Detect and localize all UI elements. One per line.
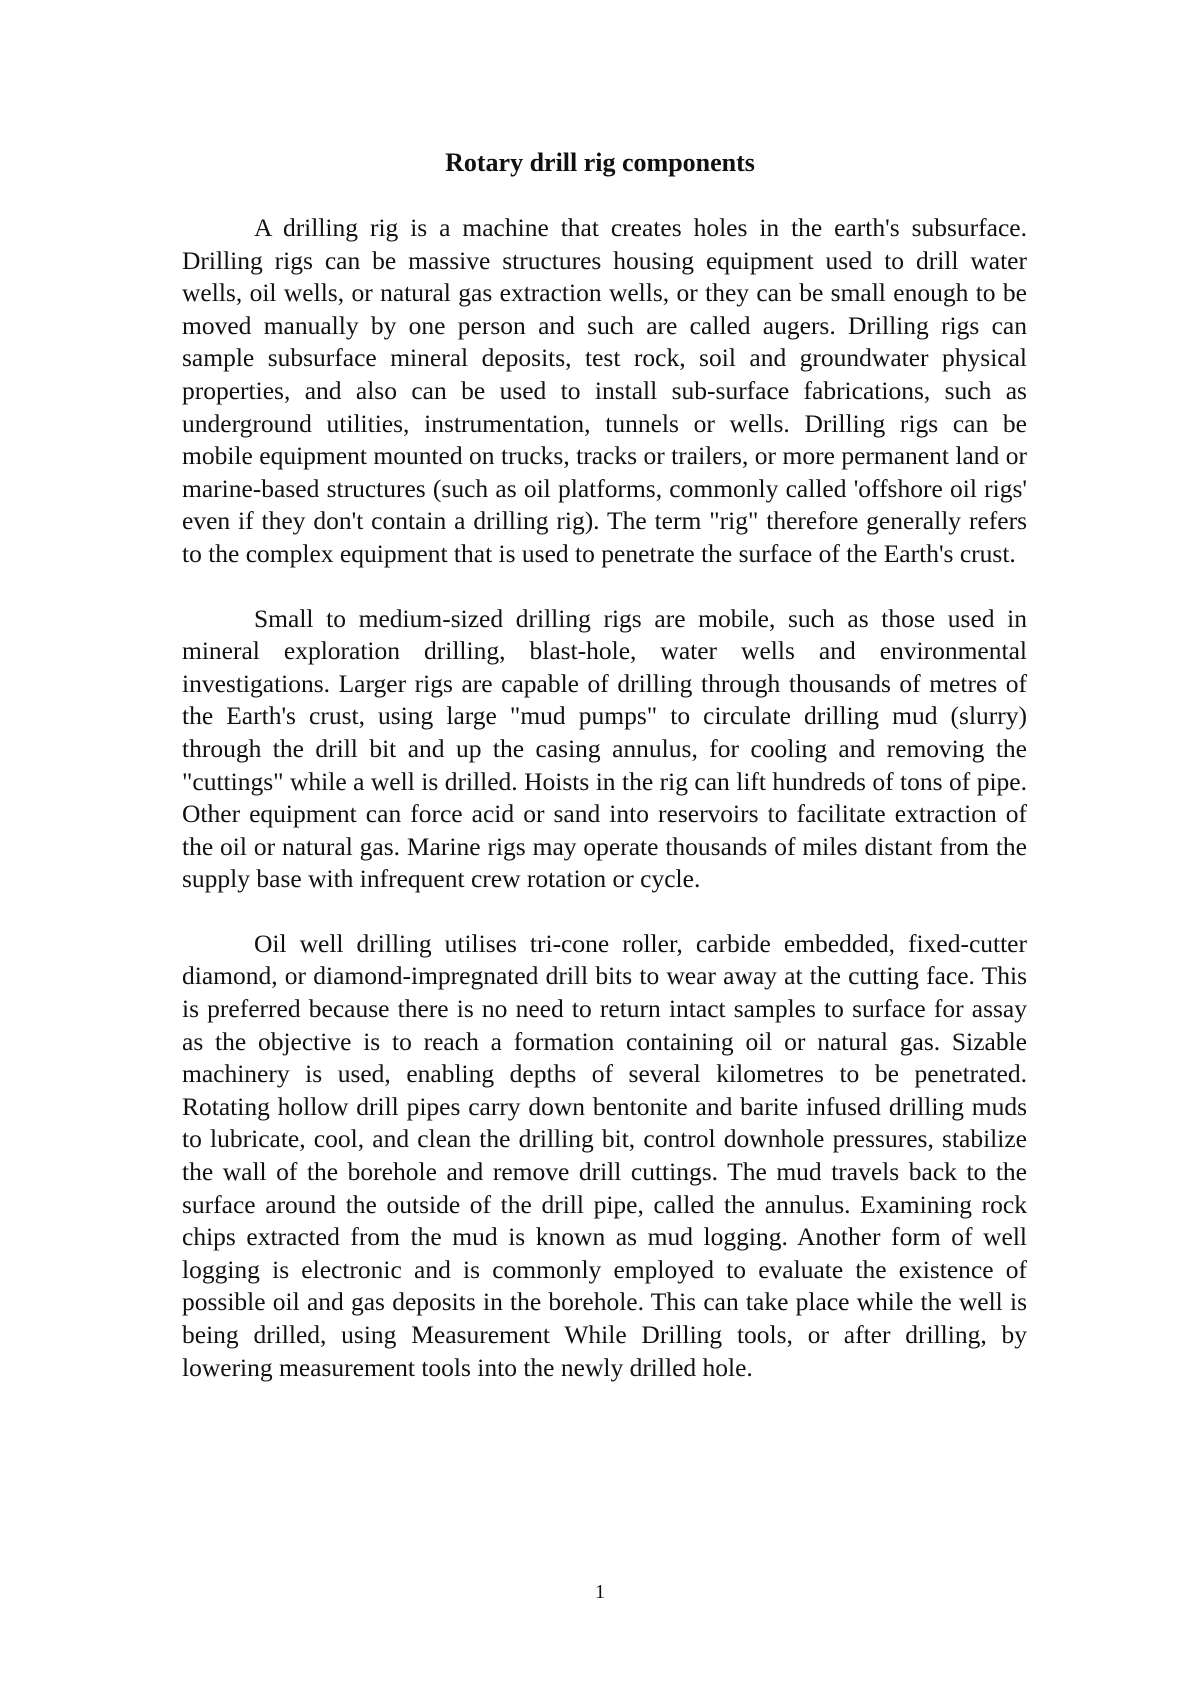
paragraph-3: Oil well drilling utilises tri-cone roller, carbide embedded, fixed-cutter diamond, or diamond-impregnated drill bits to wear away at the cutting face. This is preferred because there is no need to return intact samples to surface for assay as the objective is to reach a formation containing oil or natural gas. Sizable machinery is used, enabling depths of several kilometres to be penetrated. Rotating hollow drill pipes carry down bentonite and barite infused drilling muds to lubricate, cool, and clean the drilling bit, control downhole pressures, stabilize the wall of the borehole and remove drill cuttings. The mud travels back to the surface around the outside of the drill pipe, called the annulus. Examining rock chips extracted from the mud is known as mud logging. Another form of well logging is electronic and is commonly employed to evaluate the existence of possible oil and gas deposits in the borehole. This can take place while the well is being drilled, using Measurement While Drilling tools, or after drilling, by lowering measurement tools into the newly drilled hole. xyxy=(182,928,1027,1382)
paragraph-2: Small to medium-sized drilling rigs are mobile, such as those used in mineral exploration drilling, blast-hole, water wells and environmental investigations. Larger rigs are capable of drilling through thousands of metres of the Earth's crust, using large "mud pumps" to circulate drilling mud (slurry) through the drill bit and up the casing annulus, for cooling and removing the "cuttings" while a well is drilled. Hoists in the rig can lift hundreds of tons of pipe. Other equipment can force acid or sand into reservoirs to facilitate extraction of the oil or natural gas. Marine rigs may operate thousands of miles distant from the supply base with infrequent crew rotation or cycle. xyxy=(182,603,1027,894)
paragraph-1: A drilling rig is a machine that creates holes in the earth's subsurface. Drilling rigs can be massive structures housing equipment used to drill water wells, oil wells, or natural gas extraction wells, or they can be small enough to be moved manually by one person and such are called augers. Drilling rigs can sample subsurface mineral deposits, test rock, soil and groundwater physical properties, and also can be used to install sub-surface fabrications, such as underground utilities, instrumentation, tunnels or wells. Drilling rigs can be mobile equipment mounted on trucks, tracks or trailers, or more permanent land or marine-based structures (such as oil platforms, commonly called 'offshore oil rigs' even if they don't contain a drilling rig). The term "rig" therefore generally refers to the complex equipment that is used to penetrate the surface of the Earth's crust. xyxy=(182,213,1027,568)
document-body xyxy=(182,212,1027,1416)
document-title: Rotary drill rig components xyxy=(445,148,755,177)
page-number: 1 xyxy=(595,1581,605,1603)
